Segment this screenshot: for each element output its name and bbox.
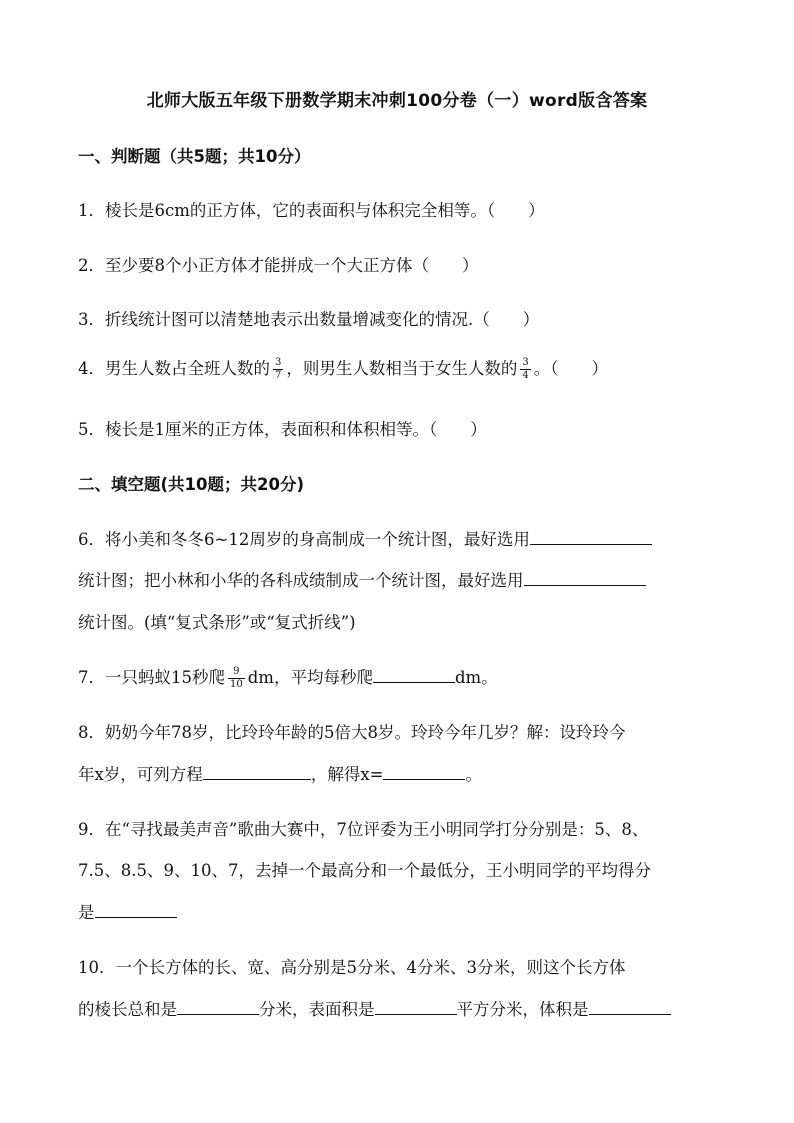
question-number: 8． bbox=[78, 723, 105, 742]
question-number: 3． bbox=[78, 310, 105, 329]
edge-total-blank[interactable] bbox=[177, 1013, 259, 1015]
question-6-line-2 bbox=[78, 567, 646, 591]
question-text: 在“寻找最美声音”歌曲大赛中，7位评委为王小明同学打分分别是：5、8、 bbox=[105, 820, 649, 839]
answer-blank[interactable] bbox=[524, 584, 646, 586]
question-text: dm。 bbox=[454, 668, 498, 687]
question-number: 6． bbox=[78, 530, 105, 549]
question-text: 。（ ） bbox=[533, 359, 608, 378]
question-text: 将小美和冬冬6~12周岁的身高制成一个统计图，最好选用 bbox=[105, 530, 530, 549]
fraction-numerator: 9 bbox=[233, 666, 240, 677]
answer-blank[interactable] bbox=[95, 916, 177, 918]
question-text: dm，平均每秒爬 bbox=[247, 668, 373, 687]
question-8-line-1 bbox=[78, 719, 626, 743]
document-title: 北师大版五年级下册数学期末冲刺100分卷（一）word版含答案 bbox=[146, 91, 648, 111]
question-text: 一只蚂蚁15秒爬 bbox=[105, 668, 225, 687]
question-4 bbox=[78, 355, 608, 382]
question-text: 。 bbox=[465, 765, 482, 784]
fraction-numerator: 3 bbox=[522, 357, 529, 368]
question-10-line-2 bbox=[78, 996, 671, 1020]
question-text: 棱长是1厘米的正方体，表面积和体积相等。（ ） bbox=[105, 420, 487, 439]
question-6-line-1 bbox=[78, 526, 652, 550]
section-heading-fill-in: 二、填空题(共10题；共20分) bbox=[78, 475, 305, 494]
question-text: 7.5、8.5、9、10、7，去掉一个最高分和一个最低分，王小明同学的平均得分 bbox=[78, 861, 651, 880]
question-text: 折线统计图可以清楚地表示出数量增减变化的情况.（ ） bbox=[105, 310, 540, 329]
question-text: 是 bbox=[78, 903, 95, 922]
question-6-line-3 bbox=[78, 609, 356, 633]
answer-blank[interactable] bbox=[530, 543, 652, 545]
question-text: 一个长方体的长、宽、高分别是5分米、4分米、3分米，则这个长方体 bbox=[115, 958, 626, 977]
question-number: 2． bbox=[78, 256, 105, 275]
question-text: 奶奶今年78岁，比玲玲年龄的5倍大8岁。玲玲今年几岁？解：设玲玲今 bbox=[105, 723, 626, 742]
solution-blank[interactable] bbox=[383, 778, 465, 780]
question-5 bbox=[78, 416, 487, 440]
question-text: ，解得x= bbox=[310, 765, 384, 784]
question-text: 统计图；把小林和小华的各科成绩制成一个统计图，最好选用 bbox=[78, 571, 524, 590]
equation-blank[interactable] bbox=[203, 778, 311, 780]
fraction-numerator: 3 bbox=[275, 357, 282, 368]
fraction-three-sevenths bbox=[274, 357, 282, 382]
question-2 bbox=[78, 252, 479, 276]
question-text: 男生人数占全班人数的 bbox=[105, 359, 270, 378]
question-number: 5． bbox=[78, 420, 105, 439]
fraction-denominator: 7 bbox=[275, 370, 282, 381]
volume-blank[interactable] bbox=[589, 1013, 671, 1015]
question-9-line-3 bbox=[78, 899, 177, 923]
answer-blank[interactable] bbox=[373, 681, 455, 683]
fraction-three-quarters bbox=[521, 357, 529, 382]
question-8-line-2 bbox=[78, 761, 482, 785]
question-10-line-1 bbox=[78, 954, 626, 978]
question-number: 10． bbox=[78, 958, 116, 977]
question-9-line-1 bbox=[78, 816, 648, 840]
question-number: 7． bbox=[78, 668, 105, 687]
question-text: 平方分米，体积是 bbox=[456, 1000, 589, 1019]
fraction-nine-tenths bbox=[229, 666, 244, 691]
question-text: 至少要8个小正方体才能拼成一个大正方体（ ） bbox=[105, 256, 479, 275]
question-text: 分米，表面积是 bbox=[259, 1000, 375, 1019]
question-7 bbox=[78, 664, 498, 691]
question-text: 年x岁，可列方程 bbox=[78, 765, 203, 784]
fraction-denominator: 4 bbox=[522, 370, 529, 381]
question-number: 9． bbox=[78, 820, 105, 839]
question-3 bbox=[78, 306, 539, 330]
question-number: 1． bbox=[78, 201, 105, 220]
question-text: 的棱长总和是 bbox=[78, 1000, 177, 1019]
question-text: 棱长是6cm的正方体，它的表面积与体积完全相等。（ ） bbox=[105, 201, 545, 220]
surface-area-blank[interactable] bbox=[375, 1013, 457, 1015]
question-9-line-2 bbox=[78, 857, 651, 881]
section-heading-judgement: 一、判断题（共5题；共10分） bbox=[78, 147, 311, 166]
question-number: 4． bbox=[78, 359, 105, 378]
question-1 bbox=[78, 197, 545, 221]
question-text: ，则男生人数相当于女生人数的 bbox=[286, 359, 518, 378]
question-text: 统计图。(填“复式条形”或“复式折线”) bbox=[78, 613, 356, 632]
fraction-denominator: 10 bbox=[230, 679, 243, 690]
